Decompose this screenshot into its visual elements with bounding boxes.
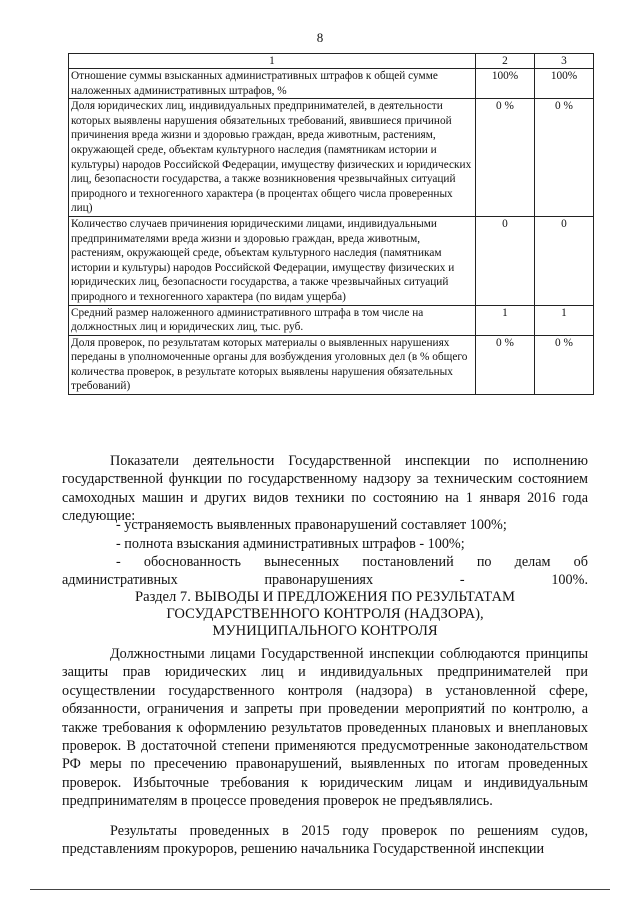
table-row: [69, 305, 594, 335]
table-row: [69, 216, 594, 305]
row-value-col2: 100%: [476, 69, 535, 99]
row-label: Отношение суммы взысканных административных штрафов к общей сумме наложенных административных штрафов, %: [69, 69, 476, 99]
list-item: - устраняемость выявленных правонарушений составляет 100%;: [116, 517, 507, 533]
row-value-col2: 0 %: [476, 99, 535, 217]
row-value-col3: 1: [535, 305, 594, 335]
row-label: Доля проверок, по результатам которых материалы о выявленных нарушениях переданы в уполномоченные органы для возбуждения уголовных дел (в % общего количества проверок, в результате которых выявлены нарушения обязательных требований): [69, 335, 476, 394]
page-bottom-rule: [30, 889, 610, 890]
row-value-col3: 100%: [535, 69, 594, 99]
row-value-col2: 1: [476, 305, 535, 335]
row-value-col2: 0: [476, 216, 535, 305]
section-heading-line-3: МУНИЦИПАЛЬНОГО КОНТРОЛЯ: [212, 623, 438, 640]
row-label: Доля юридических лиц, индивидуальных предпринимателей, в деятельности которых выявлены нарушения обязательных требований, явившиеся причиной причинения вреда жизни и здоровью граждан, вреда животным, растениям, окружающей среде, объектам культурного наследия (памятникам истории и культуры) народов Российской Федерации, имуществу физических и юридических лиц, безопасности государства, а также возникновения чрезвычайных ситуаций природного и техногенного характера (в процентах общего числа проверенных лиц): [69, 99, 476, 217]
section-heading-line-2: ГОСУДАРСТВЕННОГО КОНТРОЛЯ (НАДЗОРА),: [166, 606, 484, 623]
column-header-2: 2: [476, 54, 535, 69]
body-paragraph: Результаты проведенных в 2015 году проверок по решениям судов, представлениям прокуроров, решению начальника Государственной инспекции: [62, 823, 588, 858]
column-header-1: 1: [69, 54, 476, 69]
row-label: Средний размер наложенного административного штрафа в том числе на должностных лиц и юридических лиц, тыс. руб.: [69, 305, 476, 335]
list-item: - полнота взыскания административных штрафов - 100%;: [116, 536, 465, 552]
section-heading: [62, 589, 588, 641]
table-row: [69, 335, 594, 394]
column-header-3: 3: [535, 54, 594, 69]
intro-paragraph: Показатели деятельности Государственной инспекции по исполнению государственной функции по государственному надзору за техническим состоянием самоходных машин и других видов техники по состоянию на 1 января 2016 года следующие:: [62, 453, 588, 525]
table-header-row: [69, 54, 594, 69]
row-value-col3: 0 %: [535, 99, 594, 217]
row-label: Количество случаев причинения юридическими лицами, индивидуальными предпринимателями вреда жизни и здоровью граждан, вреда животным, растениям, окружающей среде, объектам культурного наследия (памятникам истории и культуры) народов Российской Федерации, имуществу физических и юридических лиц, безопасности государства, а также чрезвычайных ситуаций природного и техногенного характера (по видам ущерба): [69, 216, 476, 305]
row-value-col3: 0: [535, 216, 594, 305]
row-value-col2: 0 %: [476, 335, 535, 394]
page-number: 8: [316, 30, 324, 45]
indicators-table: [68, 53, 594, 395]
list-item: - обоснованность вынесенных постановлений по делам об административных правонарушениях - 100%.: [62, 554, 588, 589]
table-row: [69, 69, 594, 99]
row-value-col3: 0 %: [535, 335, 594, 394]
section-heading-line-1: Раздел 7. ВЫВОДЫ И ПРЕДЛОЖЕНИЯ ПО РЕЗУЛЬТАТАМ: [135, 589, 515, 605]
table-row: [69, 99, 594, 217]
body-paragraph: Должностными лицами Государственной инспекции соблюдаются принципы защиты прав юридических лиц и индивидуальных предпринимателей при осуществлении государственного контроля (надзора) в установленной сфере, обязанности, ограничения и запреты при проведении мероприятий по контролю, а также требования к оформлению результатов проведенных плановых и внеплановых проверок. В достаточной степени применяются предусмотренные законодательством РФ меры по пресечению правонарушений, выявленных по итогам проведенных проверок. Избыточные требования к юридическим лицам и индивидуальным предпринимателям в процессе проведения проверок не предъявлялись.: [62, 646, 588, 810]
